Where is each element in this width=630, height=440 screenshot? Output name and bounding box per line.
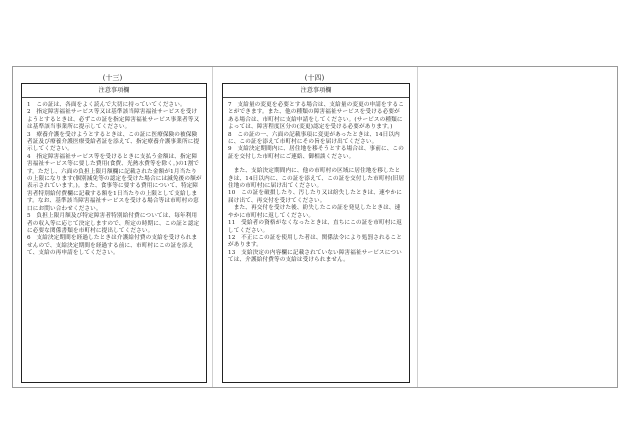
- fold-line-left: [212, 67, 213, 387]
- note-item: 4 指定障害福祉サービス等を受けるときに支払う金額は、指定障害福祉サービス等に要した費用(食費、光熱水費等を除く。)の1割です。ただし、六面の負担上限月額欄に記載された金額が1月当たりの上限になります(個別減免等の認定を受けた場合には減免後の額が表示されています。)。また、食事等に要する費用について、特定障害者特別給付費欄に記載する額を1日当たりの上限として支給します。なお、基準該当障害福祉サービスを受ける場合等は市町村の窓口にお問い合わせください。: [27, 153, 202, 212]
- note-item: 10 この証を破損したり、汚したり又は紛失したときは、速やかに届け出て、再交付を受けてください。: [228, 190, 402, 204]
- note-item: 6 支給決定期間を経過したときは介護給付費の支給を受けられませんので、支給決定期間を経過する前に、市町村にこの証を添えて、支給の再申請をしてください。: [27, 235, 198, 257]
- note-item: また、再交付を受けた後、紛失したこの証を発見したときは、速やかに市町村に返してください。: [228, 205, 401, 219]
- panel-body: [22, 98, 206, 258]
- panel-title: 注意事項欄: [22, 84, 206, 98]
- notes-panel-right: [222, 83, 410, 383]
- note-item: 3 療養介護を受けようとするときは、この証に医療保険の被保険者証及び療養介護医療受給者証を添えて、指定療養介護事業所に提示してください。: [27, 131, 200, 153]
- fold-line-right: [417, 67, 418, 387]
- note-item: 11 受給者の資格がなくなったときは、直ちにこの証を市町村に返してください。: [228, 220, 402, 234]
- panel-body: [223, 98, 409, 265]
- note-item: 7 支給量の変更を必要とする場合は、支給量の変更の申請をすることができます。また、他の種類の障害福祉サービスを受ける必要がある場合は、市町村に支給申請をしてください。(サービスの種類によっては、障害程度区分の(変更)認定を受ける必要があります。): [228, 102, 405, 131]
- page-number-left: (十三): [102, 74, 123, 82]
- panel-title: 注意事項欄: [223, 84, 409, 98]
- note-item: 9 支給決定期間内に、居住地を移そうとする場合は、事前に、この証を交付した市町村にご連絡、御相談ください。: [228, 146, 405, 160]
- note-item: また、支給決定期間内に、他の市町村の区域に居住地を移したときは、14日以内に、この証を添えて、この証を交付した市町村(旧居住地の市町村)に届け出てください。: [228, 168, 405, 190]
- note-item: 8 この証の一、六面の記載事項に変更があったときは、14日以内に、この証を添えて市町村にその旨を届け出てください。: [228, 131, 400, 146]
- note-item: 13 支給決定の内容欄に記載されていない障害福祉サービスについては、介護給付費等の支給は受けられません。: [228, 249, 402, 264]
- note-item: 1 この証は、各面をよく読んで大切に持っていてください。: [27, 102, 186, 108]
- notes-panel-left: [21, 83, 207, 383]
- page-number-right: (十四): [304, 74, 325, 82]
- booklet-sheet: [12, 66, 618, 388]
- note-item: 2 指定障害福祉サービス等又は基準該当障害福祉サービスを受けようとするときは、必ずこの証を指定障害福祉サービス事業者等又は基準該当事業所に提示してください。: [27, 109, 200, 131]
- note-item: 12 不正にこの証を使用した者は、関係法令により処罰されることがあります。: [228, 234, 402, 249]
- note-item: 5 負担上限月額及び特定障害者特別給付費については、毎年利用者の収入等に応じて決定しますので、所定の時期に、この証と認定に必要な関係書類を市町村に提出してください。: [27, 213, 200, 234]
